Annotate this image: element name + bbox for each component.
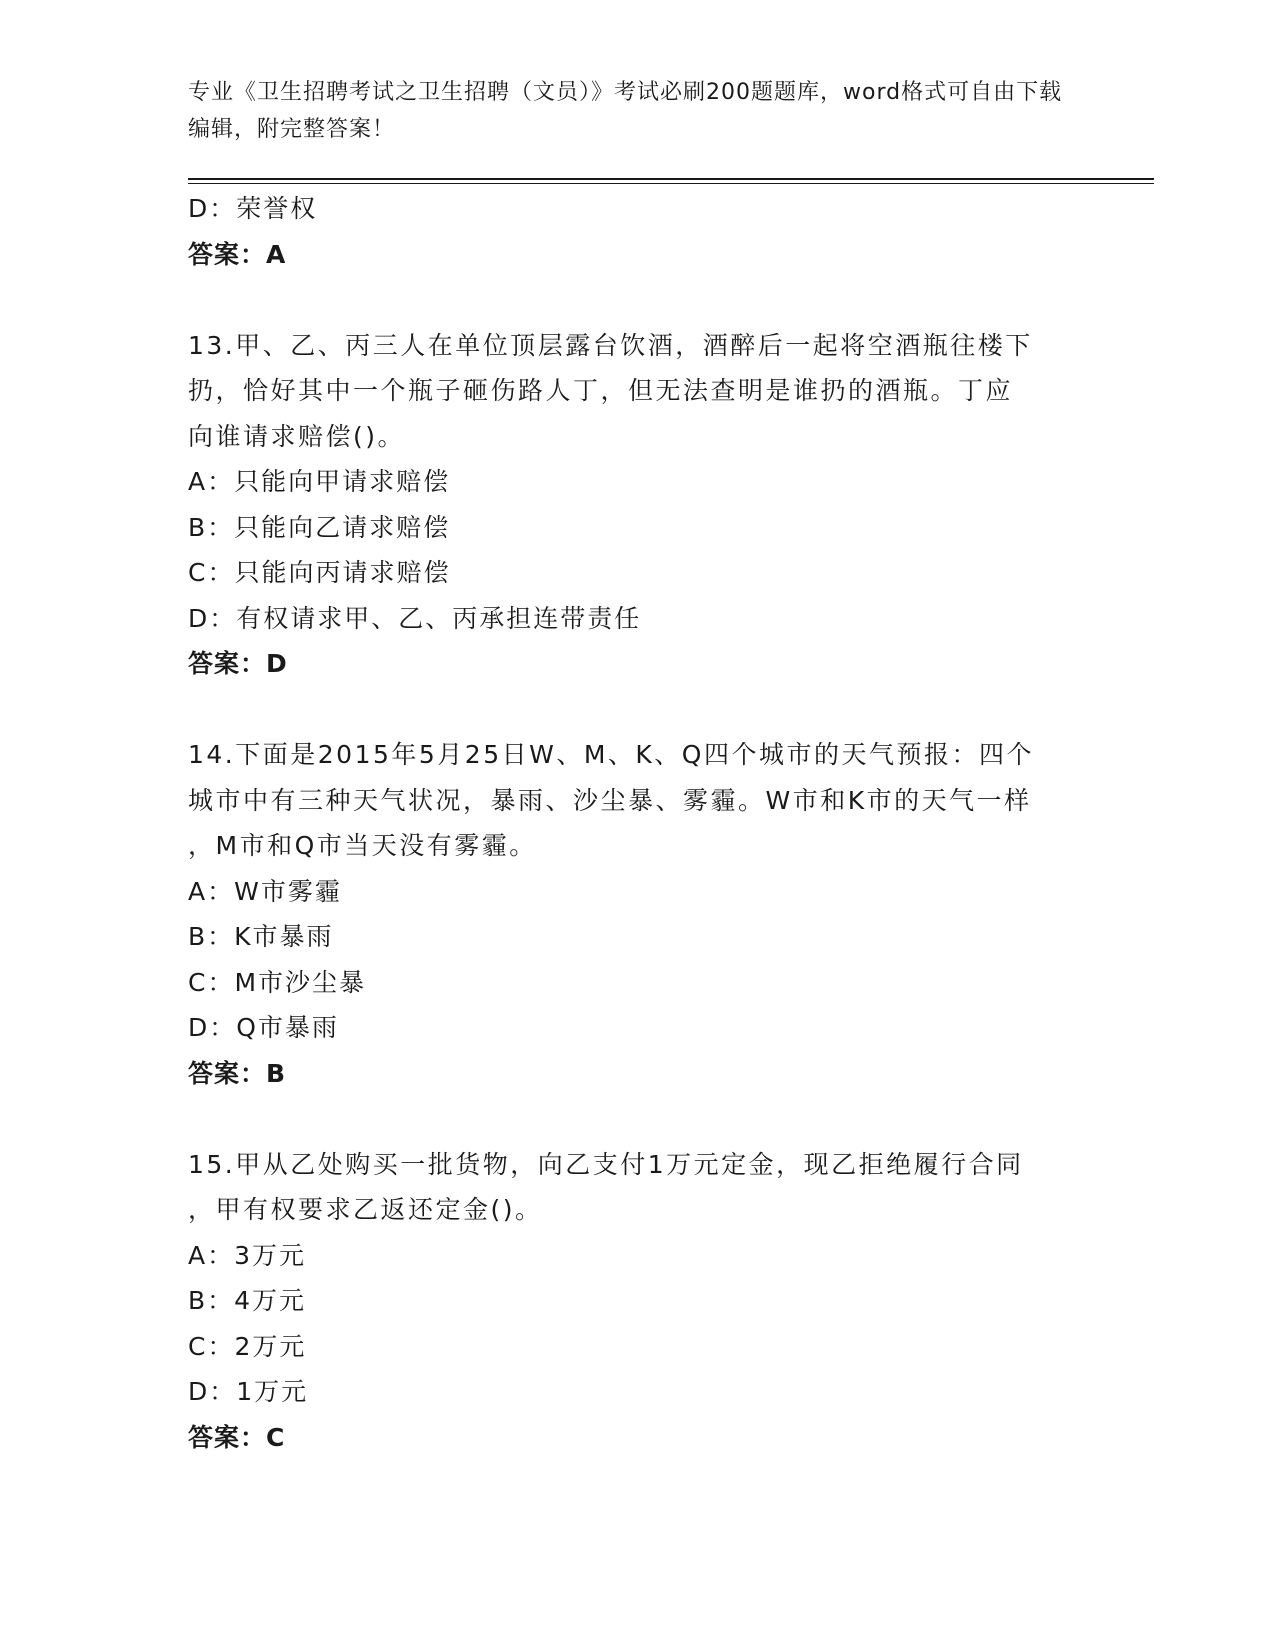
option-b: B：K市暴雨: [188, 922, 334, 951]
spacer: [188, 687, 1088, 733]
option-c: C：只能向丙请求赔偿: [188, 558, 451, 587]
page-header: 专业《卫生招聘考试之卫生招聘（文员）》考试必刷200题题库，word格式可自由下载编辑，附完整答案！: [188, 80, 1063, 142]
question-12-option-d: D：荣誉权: [188, 194, 318, 223]
question-stem-line: 扔，恰好其中一个瓶子砸伤路人丁，但无法查明是谁扔的酒瓶。丁应: [188, 376, 1014, 405]
spacer: [188, 277, 1088, 323]
option-b: B：4万元: [188, 1286, 307, 1315]
spacer: [188, 1096, 1088, 1142]
option-a: A：W市雾霾: [188, 876, 342, 906]
question-14: [188, 732, 1088, 1096]
question-stem-line: ，甲有权要求乙返还定金()。: [188, 1195, 543, 1224]
option-b: B：只能向乙请求赔偿: [188, 512, 451, 542]
question-stem-line: 向谁请求赔偿()。: [188, 421, 406, 451]
question-12-answer: 答案：A: [188, 239, 287, 269]
answer: 答案：D: [188, 649, 288, 678]
question-stem-line: 15.甲从乙处购买一批货物，向乙支付1万元定金，现乙拒绝履行合同: [188, 1149, 1024, 1179]
header-divider-thin: [188, 183, 1154, 184]
header-divider-thick: [188, 178, 1154, 180]
question-13: [188, 323, 1088, 687]
option-d: D：Q市暴雨: [188, 1013, 339, 1042]
question-stem-line: ，M市和Q市当天没有雾霾。: [188, 831, 537, 860]
question-15: [188, 1142, 1088, 1461]
answer: 答案：B: [188, 1058, 287, 1088]
option-a: A：只能向甲请求赔偿: [188, 467, 451, 496]
question-stem-line: 城市中有三种天气状况，暴雨、沙尘暴、雾霾。W市和K市的天气一样: [188, 785, 1032, 815]
option-a: A：3万元: [188, 1240, 307, 1270]
answer: 答案：C: [188, 1422, 286, 1452]
option-d: D：有权请求甲、乙、丙承担连带责任: [188, 603, 642, 633]
option-c: C：2万元: [188, 1331, 307, 1361]
document-body: [188, 186, 1088, 1460]
question-stem-line: 14.下面是2015年5月25日W、M、K、Q四个城市的天气预报：四个: [188, 740, 1034, 769]
option-d: D：1万元: [188, 1377, 309, 1406]
option-c: C：M市沙尘暴: [188, 967, 367, 997]
question-stem-line: 13.甲、乙、丙三人在单位顶层露台饮酒，酒醉后一起将空酒瓶往楼下: [188, 330, 1033, 360]
